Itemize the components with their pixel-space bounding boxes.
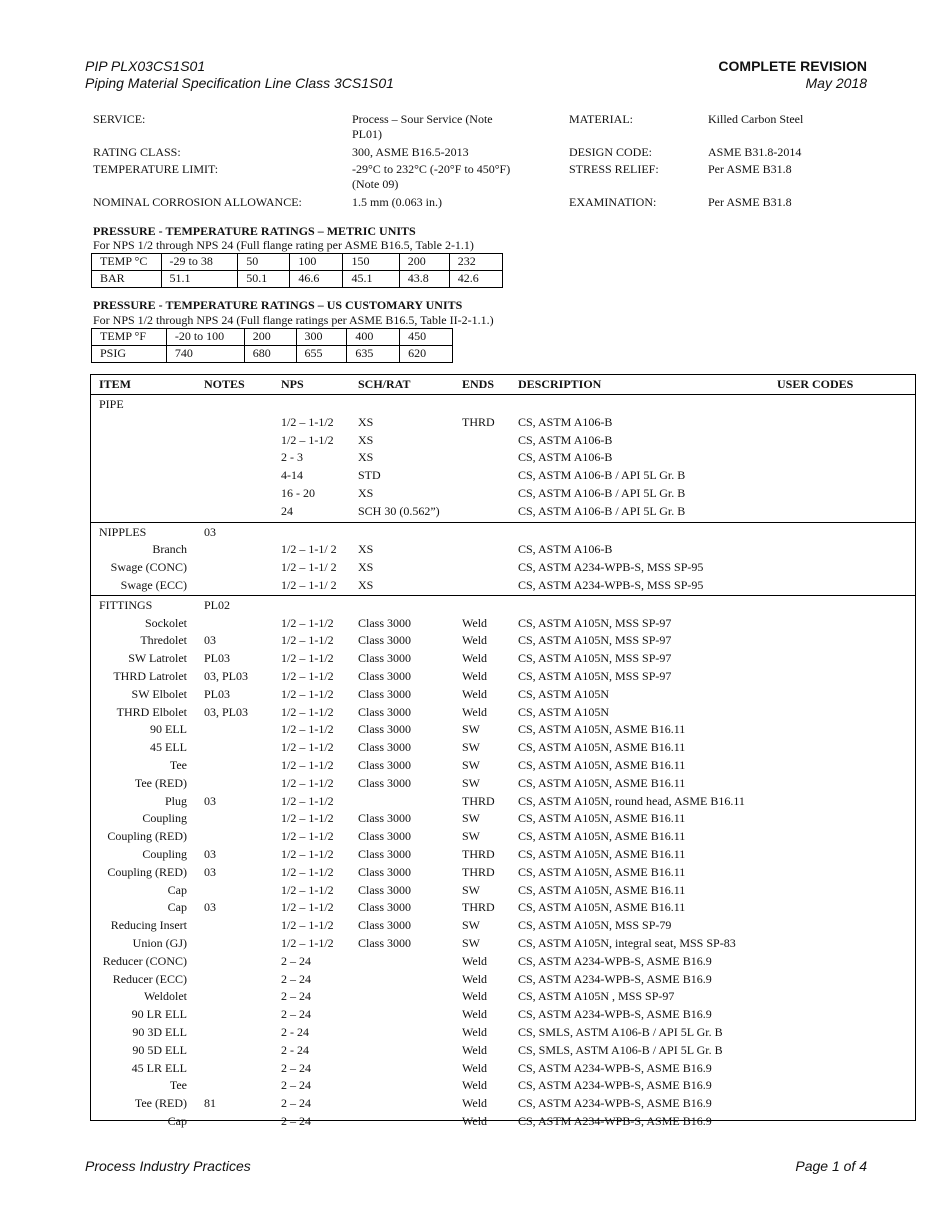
description-cell: CS, ASTM A105N, ASME B16.11 <box>518 900 686 914</box>
description-cell: CS, ASTM A105N, MSS SP-97 <box>518 633 672 647</box>
ends-cell: Weld <box>462 989 488 1003</box>
item-cell: 90 3D ELL <box>132 1025 187 1039</box>
table-row <box>91 898 915 916</box>
sch-rat-cell: XS <box>358 542 374 556</box>
item-cell: Cap <box>167 1114 187 1128</box>
item-cell: Sockolet <box>145 616 187 630</box>
nps-cell: 1/2 – 1-1/2 <box>281 415 334 429</box>
ends-cell: Weld <box>462 633 488 647</box>
notes-cell: NOTES <box>204 377 245 391</box>
us-cell: TEMP °F <box>92 329 167 346</box>
group-notes: PL02 <box>204 598 231 612</box>
ends-cell: Weld <box>462 1078 488 1092</box>
nps-cell: 1/2 – 1-1/ 2 <box>281 560 337 574</box>
corrosion-allowance-value: 1.5 mm (0.063 in.) <box>352 195 442 209</box>
metric-cell: 46.6 <box>290 271 343 288</box>
ends-cell: SW <box>462 918 480 932</box>
description-cell: CS, ASTM A234-WPB-S, ASME B16.9 <box>518 972 712 986</box>
nps-cell: 1/2 – 1-1/2 <box>281 865 334 879</box>
description-cell: CS, ASTM A106-B <box>518 450 613 464</box>
description-cell: CS, ASTM A106-B <box>518 433 613 447</box>
notes-cell: 03 <box>204 847 216 861</box>
table-row <box>91 987 915 1005</box>
description-cell: CS, ASTM A105N, MSS SP-97 <box>518 669 672 683</box>
notes-cell: 03 <box>204 794 216 808</box>
ends-cell: SW <box>462 740 480 754</box>
nps-cell: 2 – 24 <box>281 1061 311 1075</box>
item-cell: Cap <box>167 900 187 914</box>
description-cell: CS, ASTM A105N, ASME B16.11 <box>518 740 686 754</box>
table-row <box>91 1094 915 1112</box>
description-cell: CS, SMLS, ASTM A106-B / API 5L Gr. B <box>518 1025 723 1039</box>
us-cell: 620 <box>400 346 453 363</box>
notes-cell: 03 <box>204 865 216 879</box>
stress-relief-label: STRESS RELIEF: <box>569 162 659 176</box>
rating-class-label: RATING CLASS: <box>93 145 181 159</box>
ends-cell: Weld <box>462 705 488 719</box>
table-row <box>91 1005 915 1023</box>
nps-cell: 1/2 – 1-1/2 <box>281 722 334 736</box>
metric-cell: 150 <box>343 254 399 271</box>
ends-cell: Weld <box>462 687 488 701</box>
nps-cell: 2 - 24 <box>281 1025 309 1039</box>
metric-ratings-table <box>91 253 503 288</box>
sch-rat-cell: XS <box>358 450 374 464</box>
nps-cell: 16 - 20 <box>281 486 315 500</box>
description-cell: CS, ASTM A106-B / API 5L Gr. B <box>518 468 686 482</box>
nipples-group-row <box>91 523 915 541</box>
table-row <box>91 685 915 703</box>
temperature-limit-value-line1: -29°C to 232°C (-20°F to 450°F) <box>352 162 511 176</box>
description-cell: CS, SMLS, ASTM A106-B / API 5L Gr. B <box>518 1043 723 1057</box>
sch-rat-cell: Class 3000 <box>358 900 412 914</box>
sch-rat-cell: XS <box>358 486 374 500</box>
examination-value: Per ASME B31.8 <box>708 195 792 209</box>
item-cell: Swage (ECC) <box>120 578 187 592</box>
table-row <box>91 614 915 632</box>
nps-cell: 1/2 – 1-1/2 <box>281 687 334 701</box>
nps-cell: 1/2 – 1-1/2 <box>281 669 334 683</box>
service-value-line2: PL01) <box>352 127 382 141</box>
group-label: NIPPLES <box>99 525 147 539</box>
sch-rat-cell: XS <box>358 433 374 447</box>
us-cell: -20 to 100 <box>166 329 244 346</box>
item-cell: Reducing Insert <box>110 918 187 932</box>
ends-cell: Weld <box>462 1007 488 1021</box>
sch-rat-cell: Class 3000 <box>358 918 412 932</box>
table-row <box>91 484 915 502</box>
nps-cell: 1/2 – 1-1/ 2 <box>281 542 337 556</box>
ends-cell: THRD <box>462 415 495 429</box>
item-cell: THRD Elbolet <box>116 705 187 719</box>
table-row <box>91 466 915 484</box>
metric-ratings-subtitle: For NPS 1/2 through NPS 24 (Full flange rating per ASME B16.5, Table 2-1.1) <box>93 238 474 252</box>
nps-cell: 1/2 – 1-1/2 <box>281 651 334 665</box>
ends-cell: SW <box>462 883 480 897</box>
item-cell: SW Latrolet <box>128 651 187 665</box>
description-cell: CS, ASTM A234-WPB-S, ASME B16.9 <box>518 1061 712 1075</box>
sch-rat-cell: XS <box>358 415 374 429</box>
us-temp-row <box>92 329 453 346</box>
item-cell: 90 5D ELL <box>132 1043 187 1057</box>
table-row <box>91 1041 915 1059</box>
table-row <box>91 863 915 881</box>
table-row <box>91 431 915 449</box>
description-cell: CS, ASTM A234-WPB-S, ASME B16.9 <box>518 1114 712 1128</box>
doc-title: Piping Material Specification Line Class 3CS1S01 <box>85 75 394 91</box>
table-row <box>91 756 915 774</box>
table-header-row <box>91 375 915 393</box>
table-row <box>91 809 915 827</box>
item-cell: Swage (CONC) <box>110 560 187 574</box>
description-cell: CS, ASTM A105N <box>518 687 610 701</box>
description-cell: CS, ASTM A105N <box>518 705 610 719</box>
nps-cell: 2 - 3 <box>281 450 303 464</box>
table-row <box>91 1023 915 1041</box>
item-cell: Coupling <box>142 811 187 825</box>
metric-temp-row <box>92 254 503 271</box>
description-cell: CS, ASTM A106-B / API 5L Gr. B <box>518 486 686 500</box>
footer-org: Process Industry Practices <box>85 1158 251 1174</box>
table-row <box>91 738 915 756</box>
sch-rat-cell: Class 3000 <box>358 776 412 790</box>
description-cell: CS, ASTM A105N, ASME B16.11 <box>518 865 686 879</box>
metric-cell: 50.1 <box>238 271 290 288</box>
item-cell: Reducer (ECC) <box>112 972 187 986</box>
ends-cell: SW <box>462 758 480 772</box>
notes-cell: 03, PL03 <box>204 669 249 683</box>
corrosion-allowance-label: NOMINAL CORROSION ALLOWANCE: <box>93 195 302 209</box>
service-label: SERVICE: <box>93 112 146 126</box>
description-cell: CS, ASTM A105N, ASME B16.11 <box>518 829 686 843</box>
description-cell: CS, ASTM A105N, MSS SP-79 <box>518 918 672 932</box>
table-row <box>91 845 915 863</box>
ends-cell: Weld <box>462 651 488 665</box>
description-cell: CS, ASTM A105N, ASME B16.11 <box>518 722 686 736</box>
description-cell: CS, ASTM A105N, ASME B16.11 <box>518 758 686 772</box>
rating-class-value: 300, ASME B16.5-2013 <box>352 145 469 159</box>
table-row <box>91 540 915 558</box>
nps-cell: 1/2 – 1-1/2 <box>281 758 334 772</box>
nps-cell: 1/2 – 1-1/2 <box>281 936 334 950</box>
item-cell: ITEM <box>99 377 132 391</box>
sch-rat-cell: Class 3000 <box>358 936 412 950</box>
table-row <box>91 649 915 667</box>
metric-cell: 50 <box>238 254 290 271</box>
item-cell: Tee (RED) <box>134 1096 187 1110</box>
sch-rat-cell: Class 3000 <box>358 669 412 683</box>
metric-cell: 51.1 <box>161 271 238 288</box>
ends-cell: SW <box>462 722 480 736</box>
description-cell: CS, ASTM A105N, ASME B16.11 <box>518 847 686 861</box>
notes-cell: 03 <box>204 900 216 914</box>
us-cell: 740 <box>166 346 244 363</box>
nps-cell: 1/2 – 1-1/2 <box>281 900 334 914</box>
us-cell: 200 <box>244 329 296 346</box>
description-cell: CS, ASTM A106-B <box>518 415 613 429</box>
notes-cell: 81 <box>204 1096 216 1110</box>
us-cell: 635 <box>347 346 400 363</box>
table-row <box>91 448 915 466</box>
description-cell: CS, ASTM A234-WPB-S, ASME B16.9 <box>518 1078 712 1092</box>
group-label: PIPE <box>99 397 124 411</box>
item-cell: Tee <box>169 1078 187 1092</box>
nps-cell: 1/2 – 1-1/2 <box>281 829 334 843</box>
description-cell: CS, ASTM A105N, round head, ASME B16.11 <box>518 794 745 808</box>
revision-label: COMPLETE REVISION <box>718 58 867 74</box>
ends-cell: SW <box>462 936 480 950</box>
metric-cell: BAR <box>92 271 162 288</box>
nps-cell: 1/2 – 1-1/2 <box>281 776 334 790</box>
item-cell: SW Elbolet <box>131 687 187 701</box>
description-cell: CS, ASTM A234-WPB-S, ASME B16.9 <box>518 1096 712 1110</box>
table-row <box>91 413 915 431</box>
sch-rat-cell: Class 3000 <box>358 633 412 647</box>
nps-cell: 1/2 – 1-1/2 <box>281 794 334 808</box>
us-cell: 300 <box>296 329 347 346</box>
pipe-group-row <box>91 395 915 413</box>
table-row <box>91 576 915 594</box>
us-cell: 655 <box>296 346 347 363</box>
group-label: FITTINGS <box>99 598 153 612</box>
table-row <box>91 667 915 685</box>
nps-cell: 2 - 24 <box>281 1043 309 1057</box>
nps-cell: 2 – 24 <box>281 989 311 1003</box>
fittings-group-row <box>91 596 915 614</box>
table-row <box>91 1112 915 1130</box>
description-cell: CS, ASTM A105N, integral seat, MSS SP-83 <box>518 936 736 950</box>
nps-cell: 1/2 – 1-1/2 <box>281 811 334 825</box>
item-cell: Tee (RED) <box>134 776 187 790</box>
temperature-limit-label: TEMPERATURE LIMIT: <box>93 162 219 176</box>
nps-cell: 4-14 <box>281 468 303 482</box>
table-row <box>91 970 915 988</box>
nps-cell: 2 – 24 <box>281 1007 311 1021</box>
sch-rat-cell: XS <box>358 560 374 574</box>
table-row <box>91 502 915 520</box>
metric-cell: -29 to 38 <box>161 254 238 271</box>
description-cell: CS, ASTM A105N , MSS SP-97 <box>518 989 675 1003</box>
item-cell: Branch <box>152 542 187 556</box>
item-cell: Reducer (CONC) <box>102 954 187 968</box>
nps-cell: 1/2 – 1-1/2 <box>281 633 334 647</box>
doc-code: PIP PLX03CS1S01 <box>85 58 206 74</box>
item-cell: 45 ELL <box>150 740 187 754</box>
nps-cell: 1/2 – 1-1/2 <box>281 883 334 897</box>
sch-rat-cell: SCH/RAT <box>358 377 411 391</box>
table-row <box>91 916 915 934</box>
sch-rat-cell: Class 3000 <box>358 847 412 861</box>
ends-cell: Weld <box>462 1114 488 1128</box>
table-row <box>91 774 915 792</box>
us-ratings-subtitle: For NPS 1/2 through NPS 24 (Full flange ratings per ASME B16.5, Table II-2-1.1.) <box>93 313 494 327</box>
material-value: Killed Carbon Steel <box>708 112 804 126</box>
nps-cell: 2 – 24 <box>281 1078 311 1092</box>
item-cell: Plug <box>164 794 187 808</box>
description-cell: CS, ASTM A105N, ASME B16.11 <box>518 883 686 897</box>
sch-rat-cell: Class 3000 <box>358 722 412 736</box>
metric-cell: 42.6 <box>449 271 502 288</box>
description-cell: DESCRIPTION <box>518 377 602 391</box>
sch-rat-cell: XS <box>358 578 374 592</box>
sch-rat-cell: Class 3000 <box>358 616 412 630</box>
material-label: MATERIAL: <box>569 112 633 126</box>
item-cell: 45 LR ELL <box>131 1061 187 1075</box>
ends-cell: Weld <box>462 669 488 683</box>
sch-rat-cell: Class 3000 <box>358 687 412 701</box>
nps-cell: 1/2 – 1-1/2 <box>281 433 334 447</box>
nps-cell: 2 – 24 <box>281 1114 311 1128</box>
nps-cell: 2 – 24 <box>281 1096 311 1110</box>
sch-rat-cell: Class 3000 <box>358 705 412 719</box>
item-cell: 90 ELL <box>150 722 187 736</box>
ends-cell: Weld <box>462 1096 488 1110</box>
temperature-limit-value-line2: (Note 09) <box>352 177 399 191</box>
stress-relief-value: Per ASME B31.8 <box>708 162 792 176</box>
sch-rat-cell: SCH 30 (0.562”) <box>358 504 440 518</box>
sch-rat-cell: Class 3000 <box>358 865 412 879</box>
description-cell: CS, ASTM A234-WPB-S, ASME B16.9 <box>518 954 712 968</box>
table-row <box>91 720 915 738</box>
sch-rat-cell: Class 3000 <box>358 811 412 825</box>
sch-rat-cell: Class 3000 <box>358 883 412 897</box>
service-value-line1: Process – Sour Service (Note <box>352 112 493 126</box>
sch-rat-cell: STD <box>358 468 381 482</box>
us-psig-row <box>92 346 453 363</box>
notes-cell: 03 <box>204 633 216 647</box>
us-cell: 450 <box>400 329 453 346</box>
item-cell: Coupling (RED) <box>107 829 187 843</box>
nps-cell: 2 – 24 <box>281 954 311 968</box>
group-notes: 03 <box>204 525 216 539</box>
ends-cell: Weld <box>462 1061 488 1075</box>
ends-cell: Weld <box>462 616 488 630</box>
table-row <box>91 631 915 649</box>
design-code-value: ASME B31.8-2014 <box>708 145 802 159</box>
us-ratings-table <box>91 328 453 363</box>
user-codes-cell: USER CODES <box>777 377 854 391</box>
table-row <box>91 558 915 576</box>
ends-cell: SW <box>462 829 480 843</box>
metric-cell: 232 <box>449 254 502 271</box>
nps-cell: 1/2 – 1-1/2 <box>281 918 334 932</box>
sch-rat-cell: Class 3000 <box>358 651 412 665</box>
item-cell: Coupling (RED) <box>107 865 187 879</box>
description-cell: CS, ASTM A105N, ASME B16.11 <box>518 776 686 790</box>
piping-components-table <box>90 374 916 1128</box>
ends-cell: Weld <box>462 954 488 968</box>
description-cell: CS, ASTM A234-WPB-S, ASME B16.9 <box>518 1007 712 1021</box>
table-row <box>91 952 915 970</box>
description-cell: CS, ASTM A106-B <box>518 542 613 556</box>
metric-cell: 43.8 <box>399 271 449 288</box>
us-ratings-title: PRESSURE - TEMPERATURE RATINGS – US CUSTOMARY UNITS <box>93 298 463 312</box>
table-row <box>91 703 915 721</box>
description-cell: CS, ASTM A234-WPB-S, MSS SP-95 <box>518 560 704 574</box>
nps-cell: 1/2 – 1-1/2 <box>281 740 334 754</box>
table-row <box>91 827 915 845</box>
metric-cell: 100 <box>290 254 343 271</box>
metric-ratings-title: PRESSURE - TEMPERATURE RATINGS – METRIC UNITS <box>93 224 416 238</box>
metric-bar-row <box>92 271 503 288</box>
notes-cell: 03, PL03 <box>204 705 249 719</box>
examination-label: EXAMINATION: <box>569 195 657 209</box>
metric-cell: 45.1 <box>343 271 399 288</box>
item-cell: Thredolet <box>140 633 187 647</box>
description-cell: CS, ASTM A105N, MSS SP-97 <box>518 651 672 665</box>
ends-cell: THRD <box>462 847 495 861</box>
item-cell: Tee <box>169 758 187 772</box>
ends-cell: THRD <box>462 865 495 879</box>
nps-cell: 1/2 – 1-1/ 2 <box>281 578 337 592</box>
us-cell: 680 <box>244 346 296 363</box>
ends-cell: Weld <box>462 1025 488 1039</box>
us-cell: 400 <box>347 329 400 346</box>
table-row <box>91 934 915 952</box>
nps-cell: 1/2 – 1-1/2 <box>281 705 334 719</box>
metric-cell: 200 <box>399 254 449 271</box>
description-cell: CS, ASTM A105N, ASME B16.11 <box>518 811 686 825</box>
ends-cell: SW <box>462 811 480 825</box>
ends-cell: Weld <box>462 1043 488 1057</box>
description-cell: CS, ASTM A106-B / API 5L Gr. B <box>518 504 686 518</box>
ends-cell: ENDS <box>462 377 495 391</box>
revision-date: May 2018 <box>805 75 867 91</box>
footer-page-number: Page 1 of 4 <box>795 1158 867 1174</box>
table-row <box>91 1059 915 1077</box>
metric-cell: TEMP °C <box>92 254 162 271</box>
item-cell: 90 LR ELL <box>131 1007 187 1021</box>
ends-cell: THRD <box>462 900 495 914</box>
notes-cell: PL03 <box>204 687 231 701</box>
nps-cell: 1/2 – 1-1/2 <box>281 616 334 630</box>
item-cell: Coupling <box>142 847 187 861</box>
description-cell: CS, ASTM A234-WPB-S, MSS SP-95 <box>518 578 704 592</box>
description-cell: CS, ASTM A105N, MSS SP-97 <box>518 616 672 630</box>
table-row <box>91 881 915 899</box>
design-code-label: DESIGN CODE: <box>569 145 652 159</box>
nps-cell: 2 – 24 <box>281 972 311 986</box>
item-cell: THRD Latrolet <box>113 669 187 683</box>
table-row <box>91 1076 915 1094</box>
sch-rat-cell: Class 3000 <box>358 740 412 754</box>
nps-cell: 1/2 – 1-1/2 <box>281 847 334 861</box>
notes-cell: PL03 <box>204 651 231 665</box>
sch-rat-cell: Class 3000 <box>358 758 412 772</box>
ends-cell: Weld <box>462 972 488 986</box>
nps-cell: 24 <box>281 504 293 518</box>
nps-cell: NPS <box>281 377 304 391</box>
table-row <box>91 792 915 810</box>
ends-cell: SW <box>462 776 480 790</box>
item-cell: Weldolet <box>143 989 187 1003</box>
item-cell: Cap <box>167 883 187 897</box>
sch-rat-cell: Class 3000 <box>358 829 412 843</box>
ends-cell: THRD <box>462 794 495 808</box>
item-cell: Union (GJ) <box>132 936 187 950</box>
us-cell: PSIG <box>92 346 167 363</box>
